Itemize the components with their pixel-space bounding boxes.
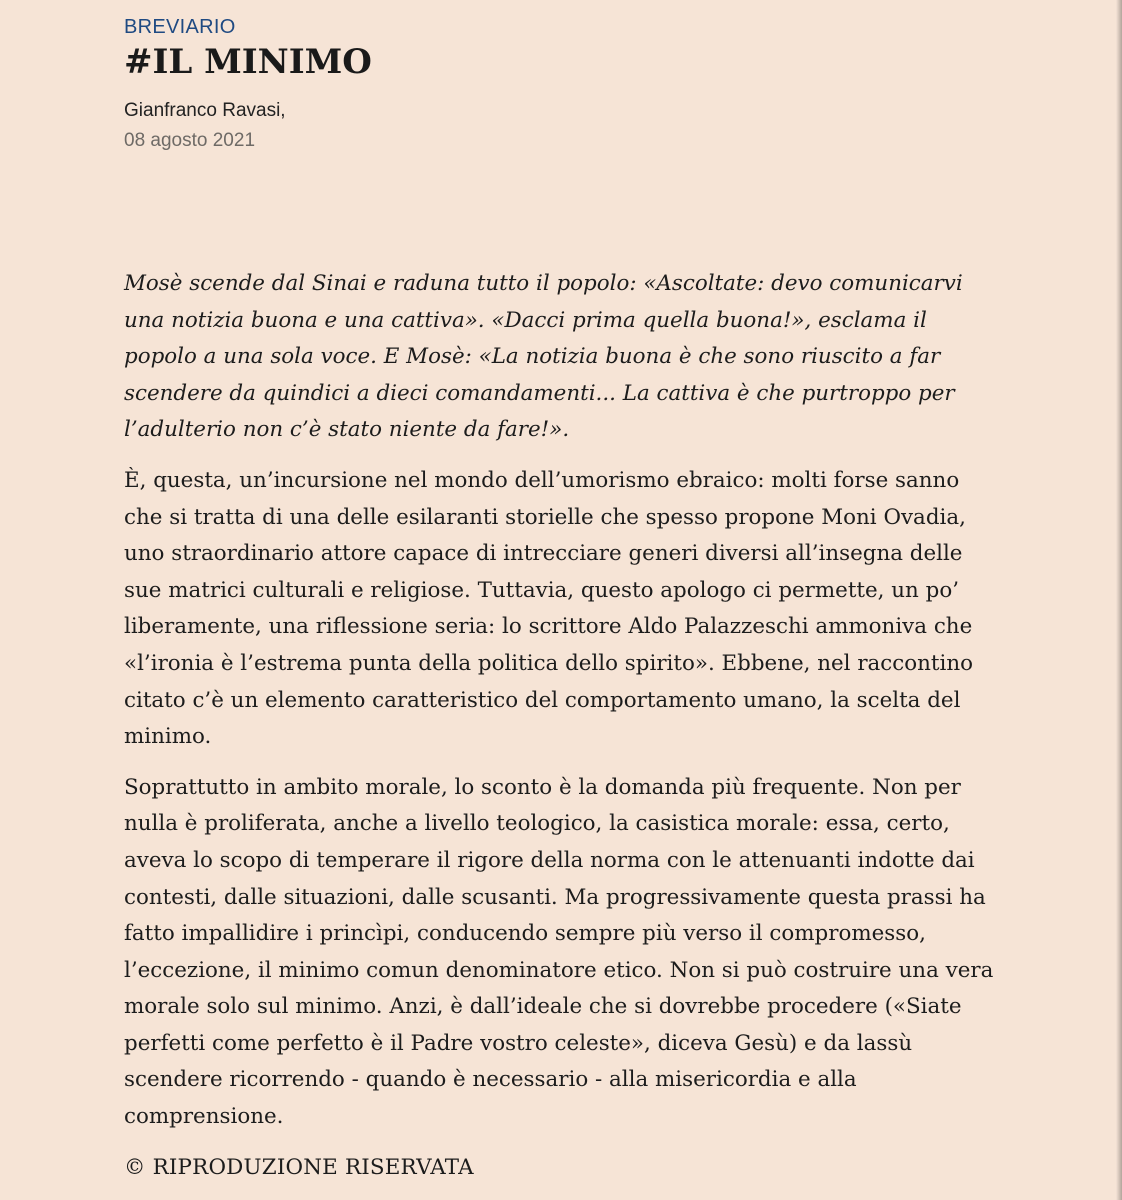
article-paragraph: È, questa, un’incursione nel mondo dell’umorismo ebraico: molti forse sanno che si tratta di una delle esilaranti storielle che spesso propone Moni Ovadia, uno straordinario attore capace di intrecciare generi diversi all’insegna delle sue matrici culturali e religiose. Tuttavia, questo apologo ci permette, un po’ liberamente, una riflessione seria: lo scrittore Aldo Palazzeschi ammoniva che «l’ironia è l’estrema punta della politica dello spirito». Ebbene, nel raccontino citato c’è un elemento caratteristico del comportamento umano, la scelta del minimo.: [124, 467, 974, 750]
article-author[interactable]: Gianfranco Ravasi,: [124, 100, 286, 121]
article-title: #IL MINIMO: [124, 42, 372, 82]
page-edge-shadow: [1116, 0, 1122, 1200]
article-intro: Mosè scende dal Sinai e raduna tutto il popolo: «Ascoltate: devo comunicarvi una notizia buona e una cattiva». «Dacci prima quella buona!», esclama il popolo a una sola voce. E Mosè: «La notizia buona è che sono riuscito a far scendere da quindici a dieci comandamenti... La cattiva è che purtroppo per l’adulterio non c’è stato niente da fare!».: [124, 271, 963, 443]
section-kicker[interactable]: BREVIARIO: [124, 16, 236, 38]
article-body: [124, 266, 994, 1200]
article-paragraph: Soprattutto in ambito morale, lo sconto è la domanda più frequente. Non per nulla è proliferata, anche a livello teologico, la casistica morale: essa, certo, aveva lo scopo di temperare il rigore della norma con le attenuanti indotte dai contesti, dalle situazioni, dalle scusanti. Ma progressivamente questa prassi ha fatto impallidire i princìpi, conducendo sempre più verso il compromesso, l’eccezione, il minimo comun denominatore etico. Non si può costruire una vera morale solo sul minimo. Anzi, è dall’ideale che si dovrebbe procedere («Siate perfetti come perfetto è il Padre vostro celeste», diceva Gesù) e da lassù scendere ricorrendo - quando è necessario - alla misericordia e alla comprensione.: [124, 774, 994, 1130]
article-date: 08 agosto 2021: [124, 130, 256, 151]
article-header: [124, 14, 372, 154]
copyright-notice: © RIPRODUZIONE RISERVATA: [124, 1154, 474, 1180]
